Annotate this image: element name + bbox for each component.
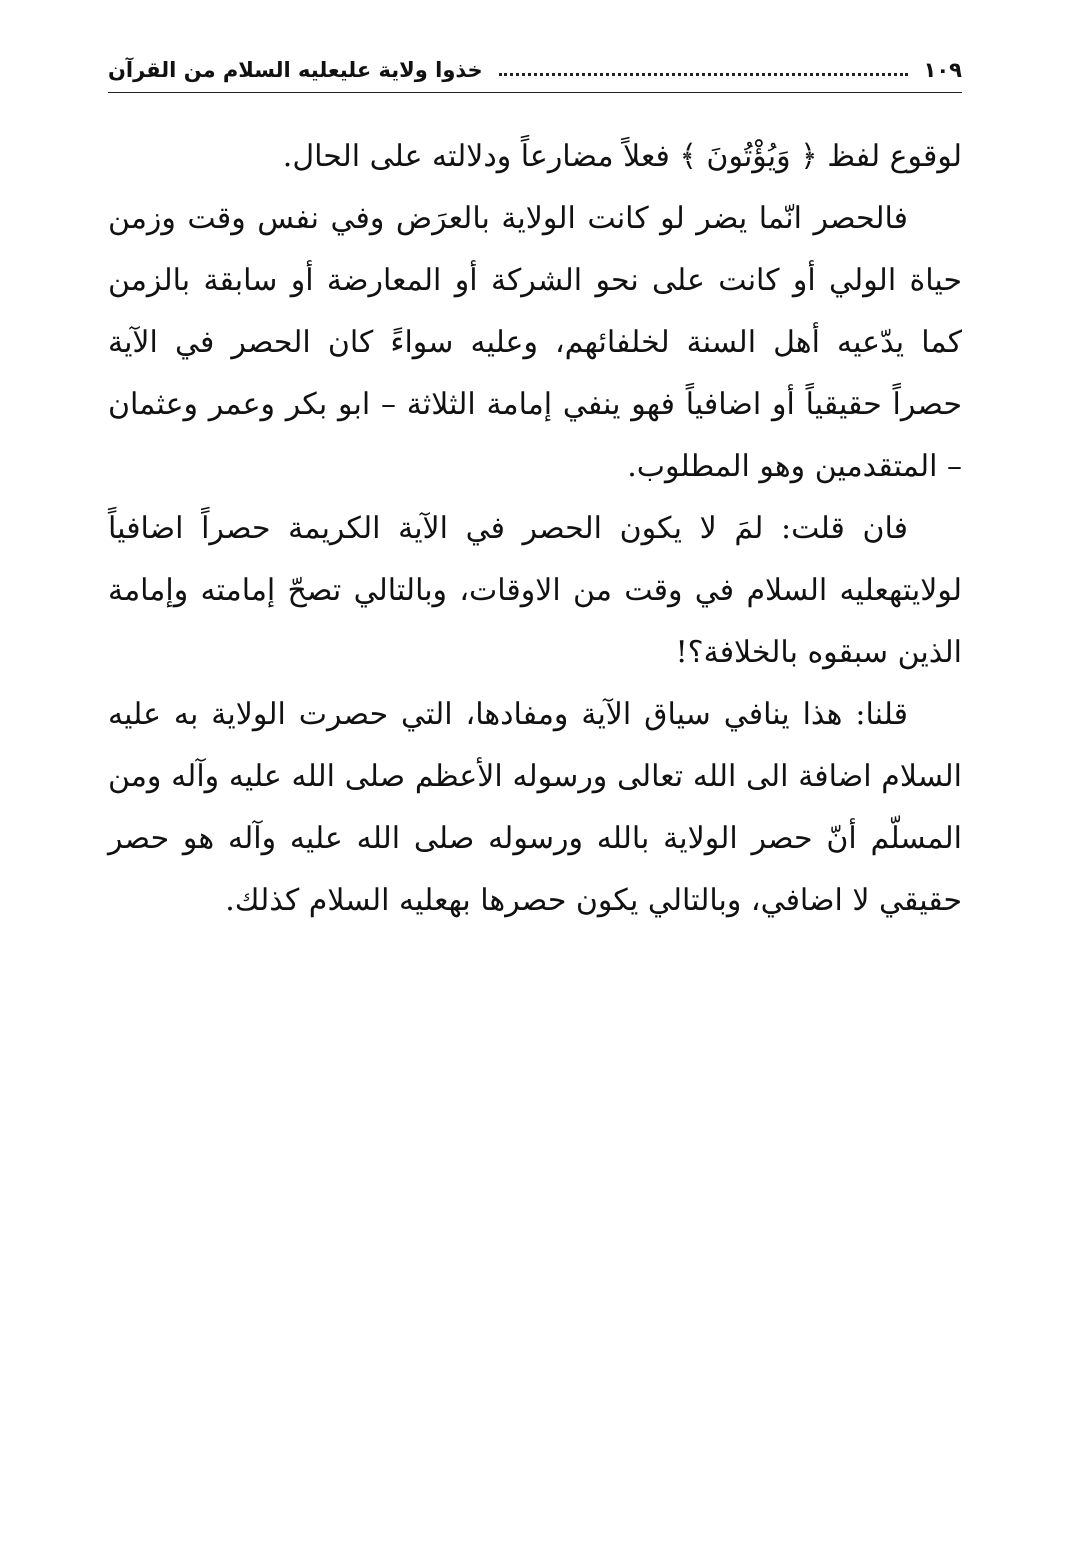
header-divider xyxy=(108,92,962,93)
paragraph-4: قلنا: هذا ينافي سياق الآية ومفادها، التي حصرت الولاية به عليه السلام اضافة الى الله تعالى ورسوله الأعظم صلى الله عليه وآله ومن المسلّم أنّ حصر الولاية بالله ورسوله صلى الله عليه وآله هو حصر حقيقي لا اضافي، وبالتالي يكون حصرها بهعليه السلام كذلك. xyxy=(108,697,962,918)
paragraph-3: فان قلت: لمَ لا يكون الحصر في الآية الكريمة حصراً اضافياً لولايتهعليه السلام في وقت من الاوقات، وبالتالي تصحّ إمامته وإمامة الذين سبقوه بالخلافة؟! xyxy=(108,511,962,670)
running-title: خذوا ولاية عليعليه السلام من القرآن xyxy=(108,58,483,82)
page-number: ١٠٩ xyxy=(923,58,962,82)
paragraph-2: فالحصر انّما يضر لو كانت الولاية بالعرَض وفي نفس وقت وزمن حياة الولي أو كانت على نحو الشركة أو المعارضة أو سابقة بالزمن كما يدّعيه أهل السنة لخلفائهم، وعليه سواءً كان الحصر في الآية حصراً حقيقياً أو اضافياً فهو ينفي إمامة الثلاثة – ابو بكر وعمر وعثمان – المتقدمين وهو المطلوب. xyxy=(108,201,962,484)
paragraph-1: لوقوع لفظ ﴿ وَيُؤْتُونَ ﴾ فعلاً مضارعاً ودلالته على الحال. xyxy=(282,139,962,174)
running-header xyxy=(108,50,962,90)
header-dot-leader xyxy=(499,73,908,76)
body-text xyxy=(108,126,962,932)
